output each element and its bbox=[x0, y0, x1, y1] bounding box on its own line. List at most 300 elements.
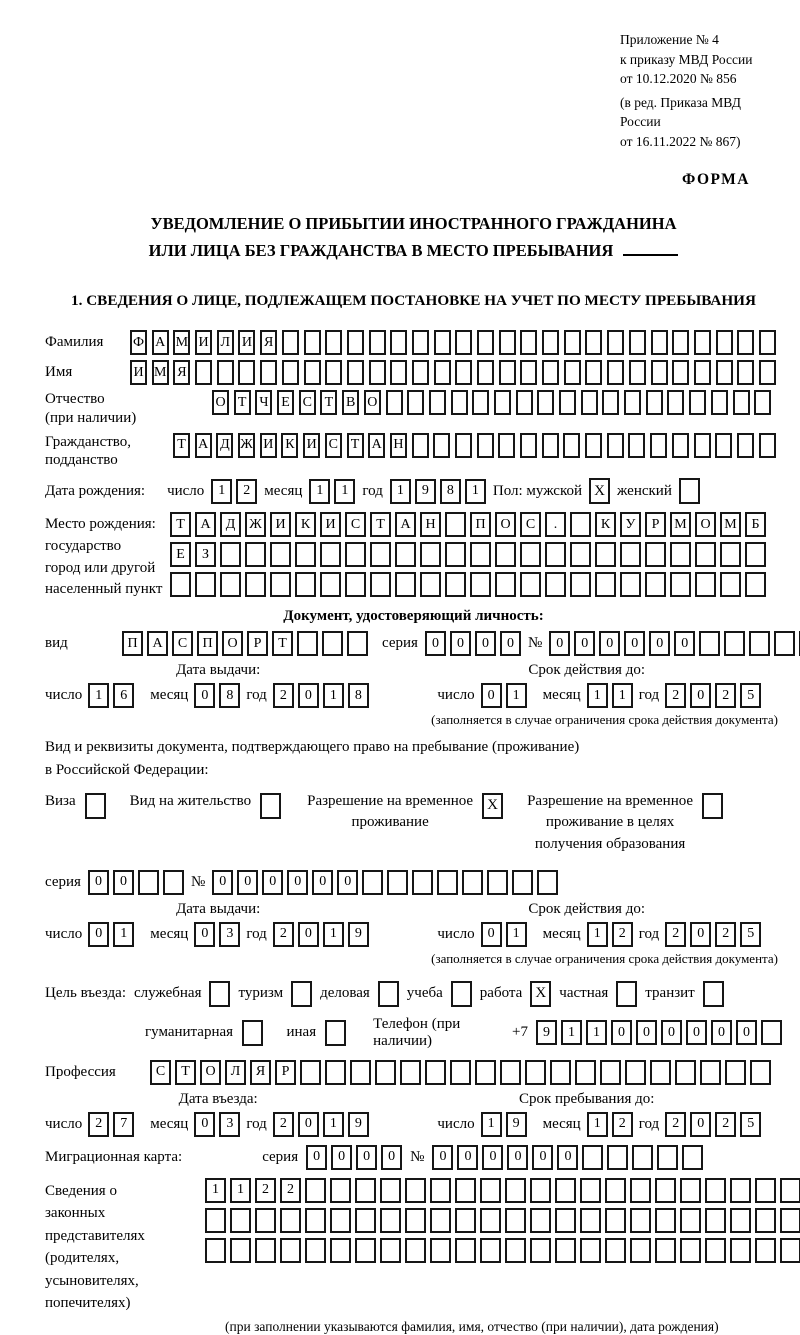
form-cell[interactable]: Т bbox=[347, 433, 364, 458]
form-cell[interactable] bbox=[620, 572, 641, 597]
form-cell[interactable]: 0 bbox=[500, 631, 521, 656]
form-cell[interactable] bbox=[585, 433, 602, 458]
form-cell[interactable] bbox=[195, 360, 212, 385]
form-cell[interactable] bbox=[455, 1178, 476, 1203]
form-cell[interactable] bbox=[570, 542, 591, 567]
form-cell[interactable]: Р bbox=[247, 631, 268, 656]
form-cell[interactable]: 1 bbox=[586, 1020, 607, 1045]
form-cell[interactable] bbox=[530, 1208, 551, 1233]
form-cell[interactable] bbox=[630, 1238, 651, 1263]
entry-day-input[interactable] bbox=[88, 1112, 134, 1137]
form-cell[interactable]: 1 bbox=[506, 683, 527, 708]
iddoc-issue-month-input[interactable] bbox=[194, 683, 240, 708]
form-cell[interactable] bbox=[325, 360, 342, 385]
form-cell[interactable] bbox=[595, 572, 616, 597]
form-cell[interactable] bbox=[255, 1238, 276, 1263]
form-cell[interactable]: 9 bbox=[506, 1112, 527, 1137]
form-cell[interactable]: П bbox=[197, 631, 218, 656]
form-cell[interactable]: 1 bbox=[587, 1112, 608, 1137]
temp-permit-checkbox[interactable] bbox=[482, 793, 503, 819]
form-cell[interactable] bbox=[542, 433, 559, 458]
form-cell[interactable]: Д bbox=[220, 512, 241, 537]
form-cell[interactable]: 0 bbox=[661, 1020, 682, 1045]
form-cell[interactable] bbox=[209, 981, 230, 1007]
form-cell[interactable]: 0 bbox=[298, 1112, 319, 1137]
form-cell[interactable] bbox=[516, 390, 533, 415]
form-cell[interactable]: К bbox=[295, 512, 316, 537]
form-cell[interactable] bbox=[450, 1060, 471, 1085]
form-cell[interactable] bbox=[645, 542, 666, 567]
form-cell[interactable] bbox=[705, 1208, 726, 1233]
form-cell[interactable]: 6 bbox=[113, 683, 134, 708]
form-cell[interactable] bbox=[730, 1178, 751, 1203]
staydoc-expiry-day-input[interactable] bbox=[481, 922, 527, 947]
form-cell[interactable] bbox=[520, 542, 541, 567]
form-cell[interactable] bbox=[445, 572, 466, 597]
form-cell[interactable] bbox=[759, 360, 776, 385]
form-cell[interactable]: Т bbox=[320, 390, 337, 415]
form-cell[interactable]: 0 bbox=[298, 683, 319, 708]
form-cell[interactable] bbox=[325, 1020, 346, 1046]
form-cell[interactable] bbox=[780, 1208, 800, 1233]
form-cell[interactable]: Ф bbox=[130, 330, 147, 355]
form-cell[interactable]: 0 bbox=[306, 1145, 327, 1170]
form-cell[interactable] bbox=[433, 433, 450, 458]
form-cell[interactable]: 0 bbox=[337, 870, 358, 895]
form-cell[interactable] bbox=[645, 572, 666, 597]
form-cell[interactable] bbox=[260, 793, 281, 819]
form-cell[interactable] bbox=[85, 793, 106, 819]
form-cell[interactable]: А bbox=[147, 631, 168, 656]
form-cell[interactable] bbox=[711, 390, 728, 415]
form-cell[interactable] bbox=[437, 870, 458, 895]
form-cell[interactable]: 8 bbox=[440, 479, 461, 504]
form-cell[interactable] bbox=[607, 330, 624, 355]
form-cell[interactable]: 5 bbox=[740, 922, 761, 947]
form-cell[interactable] bbox=[605, 1178, 626, 1203]
form-cell[interactable] bbox=[629, 360, 646, 385]
form-cell[interactable]: 9 bbox=[415, 479, 436, 504]
form-cell[interactable]: О bbox=[212, 390, 229, 415]
form-cell[interactable]: 0 bbox=[457, 1145, 478, 1170]
form-cell[interactable] bbox=[205, 1208, 226, 1233]
form-cell[interactable]: 0 bbox=[482, 1145, 503, 1170]
form-cell[interactable] bbox=[555, 1238, 576, 1263]
sex-male-checkbox[interactable] bbox=[589, 478, 610, 504]
purpose-other-checkbox[interactable] bbox=[325, 1020, 346, 1046]
form-cell[interactable]: П bbox=[122, 631, 143, 656]
form-cell[interactable]: В bbox=[342, 390, 359, 415]
form-cell[interactable] bbox=[245, 542, 266, 567]
form-cell[interactable] bbox=[630, 1178, 651, 1203]
form-cell[interactable]: 2 bbox=[255, 1178, 276, 1203]
form-cell[interactable] bbox=[230, 1238, 251, 1263]
form-cell[interactable] bbox=[651, 330, 668, 355]
purpose-work-checkbox[interactable] bbox=[530, 981, 551, 1007]
form-cell[interactable] bbox=[477, 360, 494, 385]
form-cell[interactable]: 1 bbox=[561, 1020, 582, 1045]
stay-until-year-input[interactable] bbox=[665, 1112, 761, 1137]
form-cell[interactable]: С bbox=[299, 390, 316, 415]
form-cell[interactable] bbox=[305, 1208, 326, 1233]
form-cell[interactable]: А bbox=[195, 433, 212, 458]
form-cell[interactable] bbox=[580, 1208, 601, 1233]
form-cell[interactable] bbox=[650, 1060, 671, 1085]
form-cell[interactable]: Т bbox=[173, 433, 190, 458]
form-cell[interactable] bbox=[670, 572, 691, 597]
form-cell[interactable] bbox=[520, 360, 537, 385]
form-cell[interactable] bbox=[512, 870, 533, 895]
form-cell[interactable] bbox=[430, 1238, 451, 1263]
form-cell[interactable]: Н bbox=[420, 512, 441, 537]
form-cell[interactable] bbox=[480, 1238, 501, 1263]
form-cell[interactable] bbox=[205, 1238, 226, 1263]
form-cell[interactable]: 0 bbox=[690, 1112, 711, 1137]
form-cell[interactable] bbox=[455, 433, 472, 458]
form-cell[interactable] bbox=[304, 330, 321, 355]
form-cell[interactable]: 1 bbox=[323, 1112, 344, 1137]
form-cell[interactable] bbox=[330, 1178, 351, 1203]
form-cell[interactable]: 2 bbox=[236, 479, 257, 504]
form-cell[interactable] bbox=[505, 1208, 526, 1233]
form-cell[interactable] bbox=[563, 433, 580, 458]
form-cell[interactable] bbox=[380, 1208, 401, 1233]
form-cell[interactable] bbox=[138, 870, 159, 895]
form-cell[interactable] bbox=[600, 1060, 621, 1085]
form-cell[interactable]: 0 bbox=[532, 1145, 553, 1170]
form-cell[interactable] bbox=[555, 1178, 576, 1203]
form-cell[interactable] bbox=[355, 1238, 376, 1263]
form-cell[interactable] bbox=[607, 433, 624, 458]
form-cell[interactable] bbox=[369, 330, 386, 355]
form-cell[interactable] bbox=[542, 330, 559, 355]
form-cell[interactable]: 2 bbox=[273, 683, 294, 708]
form-cell[interactable] bbox=[477, 330, 494, 355]
form-cell[interactable]: 1 bbox=[612, 683, 633, 708]
form-cell[interactable]: 1 bbox=[309, 479, 330, 504]
form-cell[interactable] bbox=[451, 981, 472, 1007]
form-cell[interactable]: Е bbox=[277, 390, 294, 415]
form-cell[interactable] bbox=[300, 1060, 321, 1085]
form-cell[interactable] bbox=[238, 360, 255, 385]
form-cell[interactable] bbox=[445, 542, 466, 567]
form-cell[interactable]: 8 bbox=[348, 683, 369, 708]
form-cell[interactable] bbox=[295, 572, 316, 597]
form-cell[interactable] bbox=[499, 330, 516, 355]
form-cell[interactable] bbox=[720, 542, 741, 567]
form-cell[interactable]: 0 bbox=[88, 922, 109, 947]
form-cell[interactable] bbox=[505, 1238, 526, 1263]
stay-until-month-input[interactable] bbox=[587, 1112, 633, 1137]
birthplace-line2-input[interactable] bbox=[170, 542, 766, 567]
form-cell[interactable] bbox=[672, 433, 689, 458]
form-cell[interactable] bbox=[646, 390, 663, 415]
purpose-tourism-checkbox[interactable] bbox=[291, 981, 312, 1007]
form-cell[interactable] bbox=[545, 542, 566, 567]
form-cell[interactable] bbox=[655, 1178, 676, 1203]
form-cell[interactable]: 0 bbox=[450, 631, 471, 656]
form-cell[interactable] bbox=[451, 390, 468, 415]
staydoc-issue-day-input[interactable] bbox=[88, 922, 134, 947]
form-cell[interactable]: 0 bbox=[381, 1145, 402, 1170]
form-cell[interactable]: Т bbox=[272, 631, 293, 656]
form-cell[interactable] bbox=[405, 1178, 426, 1203]
form-cell[interactable]: 2 bbox=[715, 683, 736, 708]
form-cell[interactable] bbox=[320, 542, 341, 567]
form-cell[interactable] bbox=[670, 542, 691, 567]
form-cell[interactable] bbox=[495, 542, 516, 567]
form-cell[interactable] bbox=[607, 360, 624, 385]
form-cell[interactable] bbox=[680, 1238, 701, 1263]
form-cell[interactable] bbox=[455, 1208, 476, 1233]
form-cell[interactable]: 1 bbox=[481, 1112, 502, 1137]
form-cell[interactable] bbox=[724, 631, 745, 656]
form-cell[interactable] bbox=[325, 330, 342, 355]
form-cell[interactable] bbox=[455, 330, 472, 355]
form-cell[interactable] bbox=[220, 572, 241, 597]
form-cell[interactable] bbox=[679, 478, 700, 504]
stay-until-day-input[interactable] bbox=[481, 1112, 527, 1137]
form-cell[interactable]: 0 bbox=[549, 631, 570, 656]
form-cell[interactable] bbox=[605, 1238, 626, 1263]
form-cell[interactable] bbox=[689, 390, 706, 415]
form-cell[interactable] bbox=[430, 1178, 451, 1203]
form-cell[interactable] bbox=[380, 1238, 401, 1263]
citizenship-input[interactable] bbox=[173, 433, 776, 458]
form-cell[interactable] bbox=[755, 1238, 776, 1263]
form-cell[interactable]: О bbox=[495, 512, 516, 537]
sex-female-checkbox[interactable] bbox=[679, 478, 700, 504]
form-cell[interactable]: 0 bbox=[557, 1145, 578, 1170]
form-cell[interactable]: С bbox=[325, 433, 342, 458]
form-cell[interactable]: 0 bbox=[574, 631, 595, 656]
form-cell[interactable] bbox=[694, 360, 711, 385]
form-cell[interactable]: 9 bbox=[348, 1112, 369, 1137]
form-cell[interactable]: . bbox=[545, 512, 566, 537]
form-cell[interactable] bbox=[595, 542, 616, 567]
form-cell[interactable] bbox=[580, 1238, 601, 1263]
form-cell[interactable]: З bbox=[195, 542, 216, 567]
form-cell[interactable] bbox=[650, 433, 667, 458]
purpose-humanitarian-checkbox[interactable] bbox=[242, 1020, 263, 1046]
form-cell[interactable] bbox=[655, 1208, 676, 1233]
form-cell[interactable] bbox=[657, 1145, 678, 1170]
form-cell[interactable] bbox=[170, 572, 191, 597]
form-cell[interactable]: 1 bbox=[587, 683, 608, 708]
form-cell[interactable]: 2 bbox=[612, 1112, 633, 1137]
form-cell[interactable] bbox=[537, 870, 558, 895]
form-cell[interactable] bbox=[682, 1145, 703, 1170]
form-cell[interactable] bbox=[703, 981, 724, 1007]
iddoc-number-input[interactable] bbox=[549, 631, 800, 656]
form-cell[interactable] bbox=[412, 870, 433, 895]
form-cell[interactable] bbox=[505, 1178, 526, 1203]
staydoc-issue-month-input[interactable] bbox=[194, 922, 240, 947]
form-cell[interactable] bbox=[605, 1208, 626, 1233]
form-cell[interactable]: А bbox=[395, 512, 416, 537]
form-cell[interactable] bbox=[320, 572, 341, 597]
form-cell[interactable]: 1 bbox=[323, 683, 344, 708]
form-cell[interactable] bbox=[582, 1145, 603, 1170]
iddoc-expiry-month-input[interactable] bbox=[587, 683, 633, 708]
form-cell[interactable]: 0 bbox=[481, 683, 502, 708]
form-cell[interactable] bbox=[195, 572, 216, 597]
form-cell[interactable] bbox=[412, 360, 429, 385]
form-cell[interactable]: 9 bbox=[348, 922, 369, 947]
form-cell[interactable] bbox=[585, 360, 602, 385]
form-cell[interactable] bbox=[730, 1208, 751, 1233]
form-cell[interactable]: 0 bbox=[262, 870, 283, 895]
form-cell[interactable] bbox=[750, 1060, 771, 1085]
form-cell[interactable] bbox=[407, 390, 424, 415]
form-cell[interactable] bbox=[380, 1178, 401, 1203]
birthdate-day-input[interactable] bbox=[211, 479, 257, 504]
form-cell[interactable]: 0 bbox=[212, 870, 233, 895]
form-cell[interactable] bbox=[694, 433, 711, 458]
form-cell[interactable] bbox=[755, 1178, 776, 1203]
iddoc-series-input[interactable] bbox=[425, 631, 521, 656]
form-cell[interactable] bbox=[475, 1060, 496, 1085]
form-cell[interactable] bbox=[705, 1238, 726, 1263]
purpose-study-checkbox[interactable] bbox=[451, 981, 472, 1007]
iddoc-issue-day-input[interactable] bbox=[88, 683, 134, 708]
form-cell[interactable]: 2 bbox=[665, 922, 686, 947]
birthdate-month-input[interactable] bbox=[309, 479, 355, 504]
form-cell[interactable] bbox=[570, 512, 591, 537]
form-cell[interactable]: 1 bbox=[334, 479, 355, 504]
form-cell[interactable] bbox=[362, 870, 383, 895]
form-cell[interactable]: М bbox=[152, 360, 169, 385]
form-cell[interactable]: С bbox=[172, 631, 193, 656]
iddoc-expiry-year-input[interactable] bbox=[665, 683, 761, 708]
form-cell[interactable]: 2 bbox=[280, 1178, 301, 1203]
surname-input[interactable] bbox=[130, 330, 776, 355]
form-cell[interactable] bbox=[555, 1208, 576, 1233]
form-cell[interactable] bbox=[725, 1060, 746, 1085]
form-cell[interactable]: И bbox=[320, 512, 341, 537]
purpose-transit-checkbox[interactable] bbox=[703, 981, 724, 1007]
phone-input[interactable] bbox=[536, 1020, 782, 1045]
form-cell[interactable] bbox=[330, 1238, 351, 1263]
form-cell[interactable]: О bbox=[695, 512, 716, 537]
form-cell[interactable]: 2 bbox=[88, 1112, 109, 1137]
form-cell[interactable] bbox=[694, 330, 711, 355]
form-cell[interactable] bbox=[477, 433, 494, 458]
form-cell[interactable]: X bbox=[482, 793, 503, 819]
form-cell[interactable]: 2 bbox=[715, 922, 736, 947]
form-cell[interactable] bbox=[715, 433, 732, 458]
form-cell[interactable]: 0 bbox=[194, 683, 215, 708]
form-cell[interactable]: К bbox=[281, 433, 298, 458]
form-cell[interactable] bbox=[620, 542, 641, 567]
form-cell[interactable] bbox=[759, 330, 776, 355]
form-cell[interactable]: Т bbox=[234, 390, 251, 415]
form-cell[interactable] bbox=[390, 330, 407, 355]
form-cell[interactable]: 0 bbox=[624, 631, 645, 656]
form-cell[interactable]: 2 bbox=[612, 922, 633, 947]
form-cell[interactable]: 0 bbox=[686, 1020, 707, 1045]
form-cell[interactable] bbox=[245, 572, 266, 597]
form-cell[interactable] bbox=[520, 572, 541, 597]
form-cell[interactable] bbox=[520, 433, 537, 458]
staydoc-series-input[interactable] bbox=[88, 870, 184, 895]
edu-permit-checkbox[interactable] bbox=[702, 793, 723, 819]
form-cell[interactable] bbox=[325, 1060, 346, 1085]
form-cell[interactable]: М bbox=[670, 512, 691, 537]
form-cell[interactable] bbox=[480, 1208, 501, 1233]
birthplace-line3-input[interactable] bbox=[170, 572, 766, 597]
migration-series-input[interactable] bbox=[306, 1145, 402, 1170]
form-cell[interactable] bbox=[754, 390, 771, 415]
form-cell[interactable] bbox=[581, 390, 598, 415]
form-cell[interactable]: И bbox=[260, 433, 277, 458]
form-cell[interactable] bbox=[500, 1060, 521, 1085]
form-cell[interactable]: 1 bbox=[205, 1178, 226, 1203]
form-cell[interactable]: С bbox=[345, 512, 366, 537]
form-cell[interactable]: Е bbox=[170, 542, 191, 567]
form-cell[interactable]: И bbox=[195, 330, 212, 355]
form-cell[interactable] bbox=[537, 390, 554, 415]
form-cell[interactable] bbox=[695, 572, 716, 597]
profession-input[interactable] bbox=[150, 1060, 771, 1085]
form-cell[interactable] bbox=[632, 1145, 653, 1170]
form-cell[interactable]: И bbox=[130, 360, 147, 385]
form-cell[interactable] bbox=[737, 433, 754, 458]
form-cell[interactable] bbox=[434, 330, 451, 355]
residence-checkbox[interactable] bbox=[260, 793, 281, 819]
form-cell[interactable] bbox=[602, 390, 619, 415]
form-cell[interactable] bbox=[630, 1208, 651, 1233]
form-cell[interactable]: 7 bbox=[113, 1112, 134, 1137]
form-cell[interactable] bbox=[295, 542, 316, 567]
form-cell[interactable] bbox=[498, 433, 515, 458]
form-cell[interactable]: 0 bbox=[331, 1145, 352, 1170]
form-cell[interactable] bbox=[749, 631, 770, 656]
form-cell[interactable] bbox=[672, 330, 689, 355]
form-cell[interactable]: 0 bbox=[88, 870, 109, 895]
form-cell[interactable] bbox=[242, 1020, 263, 1046]
form-cell[interactable]: 0 bbox=[425, 631, 446, 656]
form-cell[interactable] bbox=[530, 1238, 551, 1263]
form-cell[interactable] bbox=[455, 1238, 476, 1263]
form-cell[interactable] bbox=[730, 1238, 751, 1263]
purpose-official-checkbox[interactable] bbox=[209, 981, 230, 1007]
form-cell[interactable] bbox=[420, 542, 441, 567]
form-cell[interactable] bbox=[700, 1060, 721, 1085]
form-cell[interactable]: Р bbox=[645, 512, 666, 537]
form-cell[interactable] bbox=[737, 330, 754, 355]
form-cell[interactable] bbox=[564, 360, 581, 385]
form-cell[interactable] bbox=[375, 1060, 396, 1085]
form-cell[interactable]: О bbox=[364, 390, 381, 415]
form-cell[interactable] bbox=[260, 360, 277, 385]
entry-month-input[interactable] bbox=[194, 1112, 240, 1137]
form-cell[interactable] bbox=[585, 330, 602, 355]
form-cell[interactable]: 0 bbox=[237, 870, 258, 895]
form-cell[interactable] bbox=[745, 542, 766, 567]
form-cell[interactable] bbox=[395, 542, 416, 567]
form-cell[interactable] bbox=[420, 572, 441, 597]
form-cell[interactable]: Ж bbox=[245, 512, 266, 537]
form-cell[interactable]: Т bbox=[170, 512, 191, 537]
form-cell[interactable]: 5 bbox=[740, 683, 761, 708]
form-cell[interactable] bbox=[624, 390, 641, 415]
form-cell[interactable]: А bbox=[368, 433, 385, 458]
form-cell[interactable] bbox=[745, 572, 766, 597]
form-cell[interactable]: 1 bbox=[211, 479, 232, 504]
form-cell[interactable] bbox=[616, 981, 637, 1007]
form-cell[interactable] bbox=[270, 542, 291, 567]
